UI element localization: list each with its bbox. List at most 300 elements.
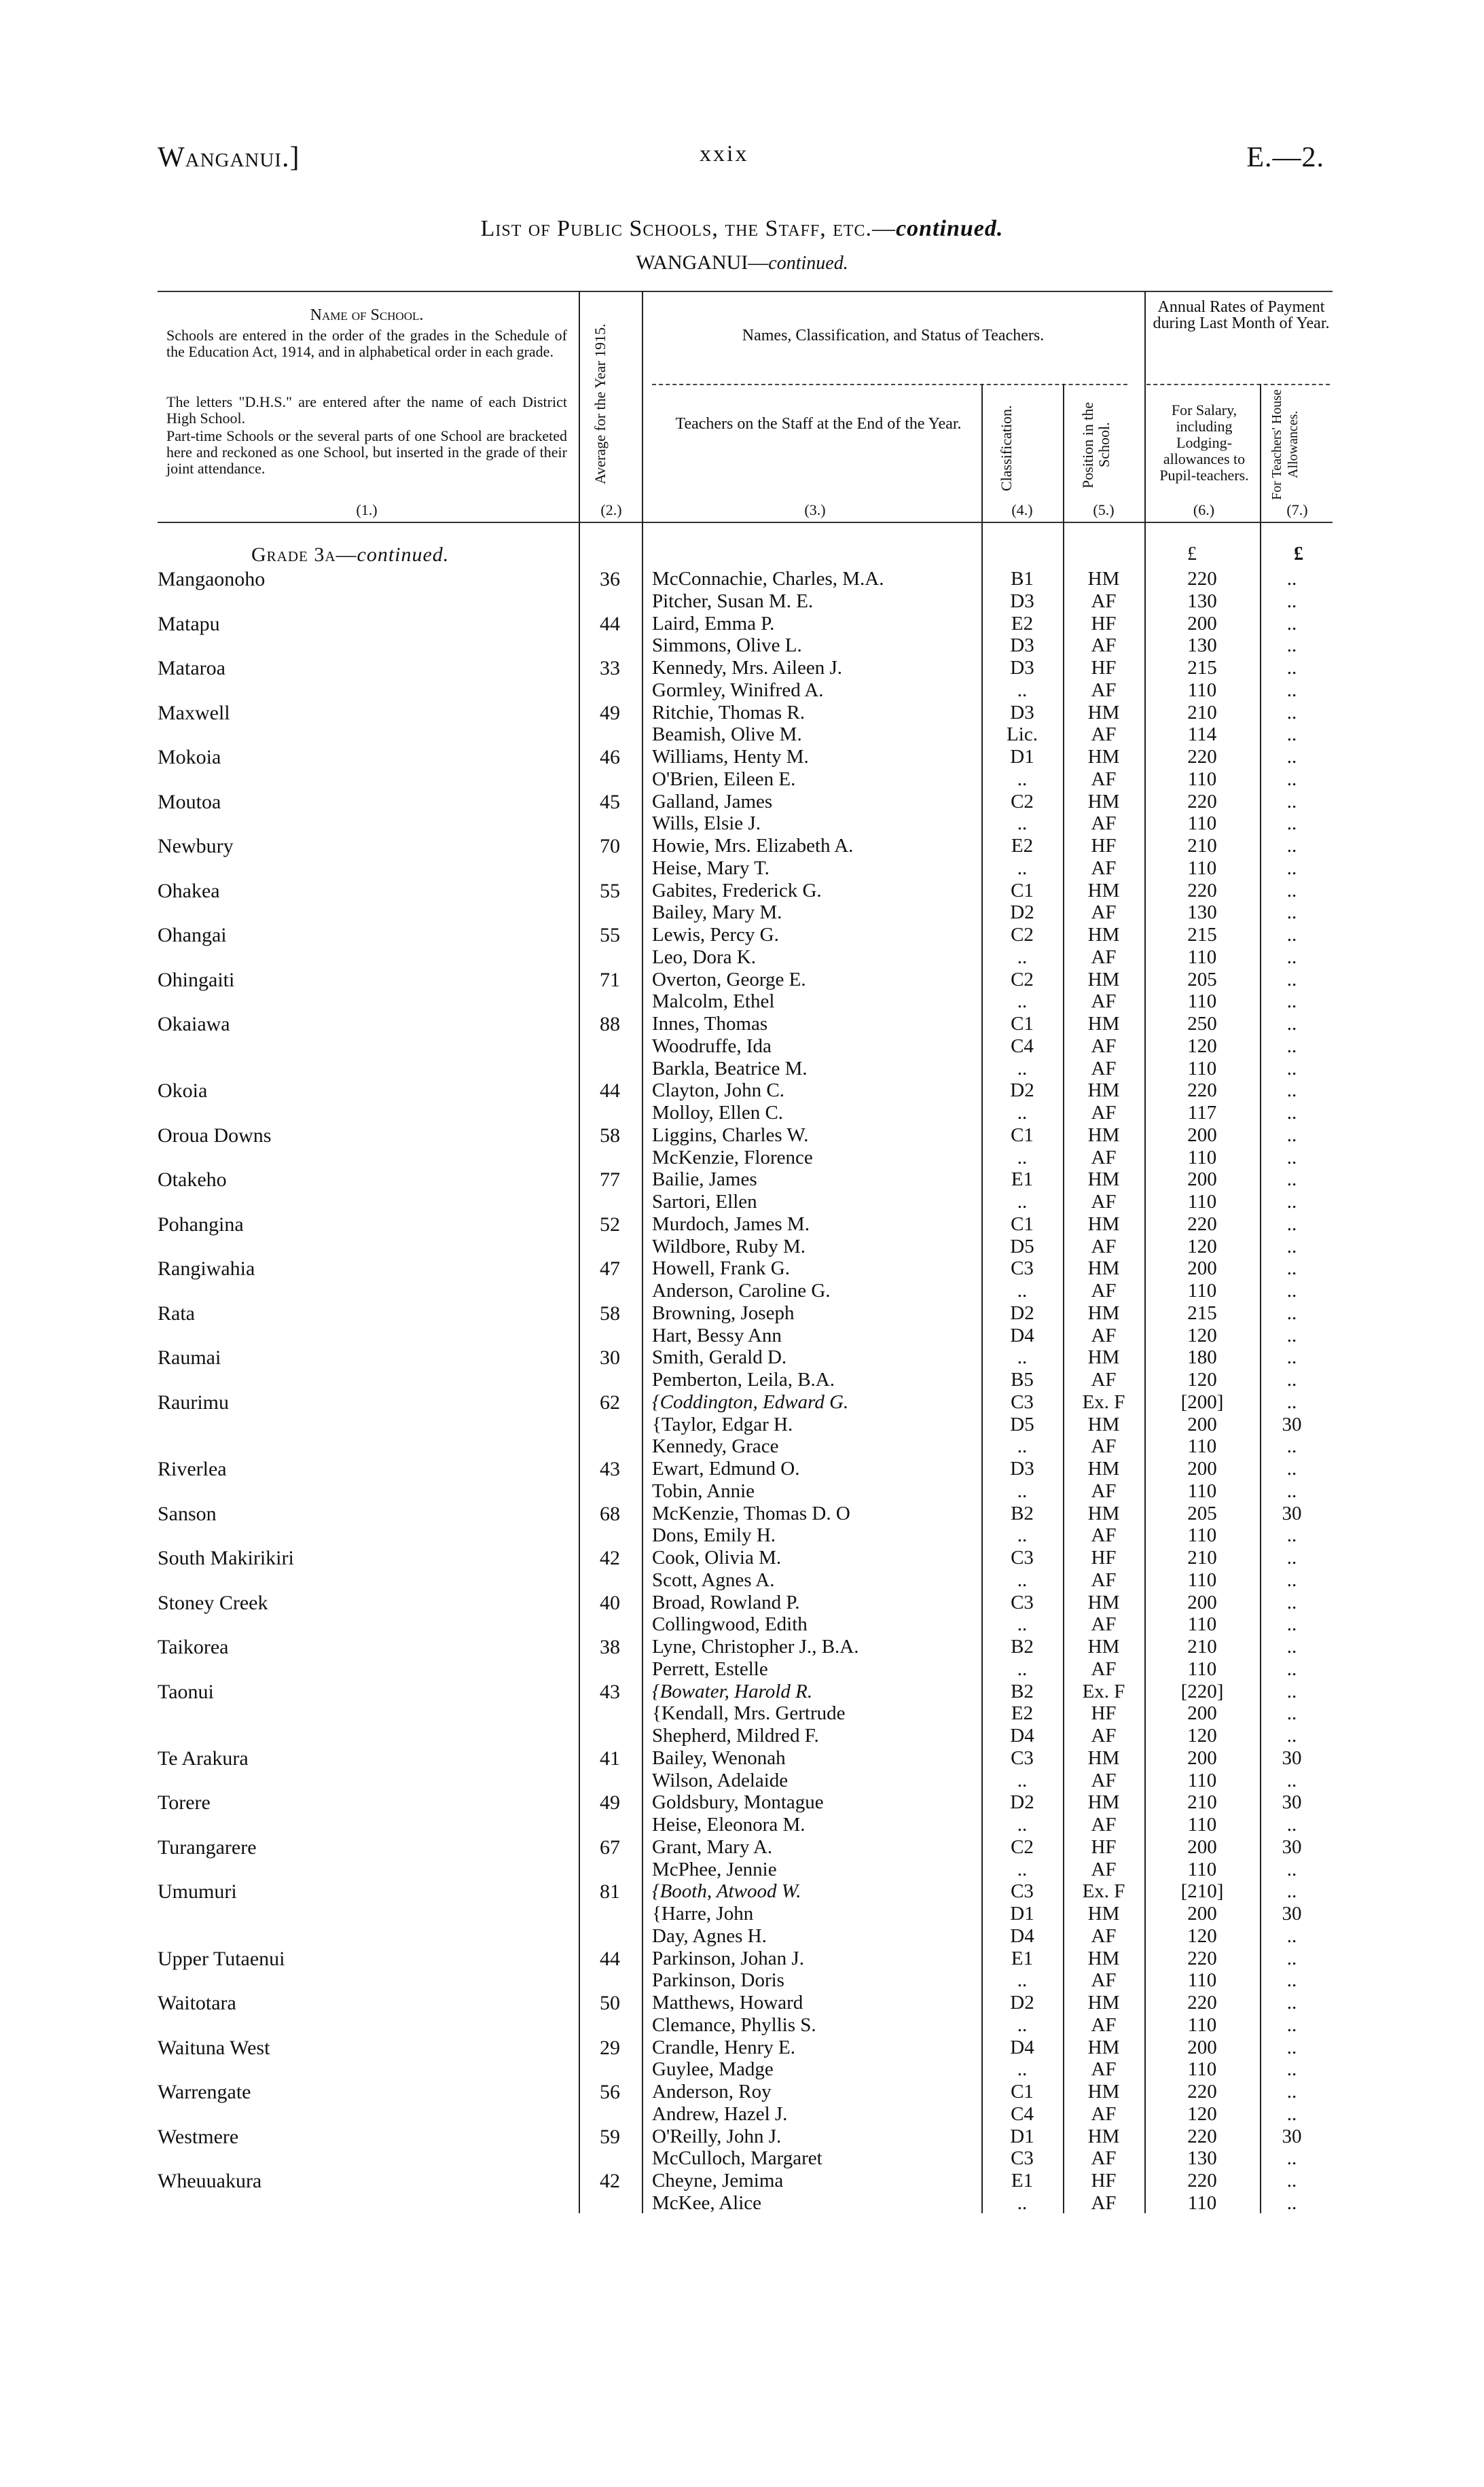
- teacher-row: [0, 1346, 1484, 1368]
- teacher-salary: 110: [1187, 1435, 1217, 1458]
- teacher-position: AF: [1091, 1569, 1117, 1591]
- teacher-classification: D5: [1010, 1235, 1034, 1257]
- teacher-row: [0, 1770, 1484, 1791]
- teacher-classification: ..: [1017, 768, 1028, 790]
- teacher-classification: C4: [1011, 2103, 1034, 2125]
- school-average: 43: [600, 1680, 620, 1703]
- teacher-position: AF: [1091, 1969, 1117, 1992]
- subtitle-main: WANGANUI—: [636, 251, 769, 274]
- teacher-salary: 180: [1187, 1346, 1217, 1369]
- school-name: Rangiwahia: [158, 1257, 255, 1281]
- teacher-name: Browning, Joseph: [652, 1302, 795, 1324]
- teacher-salary: 120: [1187, 1925, 1217, 1947]
- school-name: Pohangina: [158, 1213, 244, 1236]
- teacher-position: AF: [1091, 723, 1117, 746]
- teacher-position: HF: [1091, 1702, 1117, 1725]
- teacher-position: AF: [1091, 2147, 1117, 2170]
- title-cont: continued.: [896, 216, 1004, 241]
- school-average: 44: [600, 612, 620, 635]
- school-average: 42: [600, 2170, 620, 2192]
- teacher-salary: 210: [1187, 701, 1217, 723]
- teacher-position: HM: [1087, 2036, 1120, 2058]
- teacher-name: O'Brien, Eileen E.: [652, 768, 796, 790]
- teacher-name: Cheyne, Jemima: [652, 2170, 784, 2191]
- teacher-row: [0, 2081, 1484, 2103]
- teacher-name: Heise, Mary T.: [652, 857, 770, 879]
- teacher-name: Clemance, Phyllis S.: [652, 2014, 816, 2036]
- teacher-salary: 220: [1187, 879, 1217, 901]
- teacher-house-allowance: ..: [1286, 835, 1297, 857]
- teacher-salary: 220: [1187, 2081, 1217, 2103]
- teacher-classification: E1: [1011, 1168, 1034, 1191]
- teacher-position: HM: [1087, 879, 1120, 901]
- teacher-row: [0, 1236, 1484, 1257]
- teacher-row: [0, 1524, 1484, 1546]
- teacher-classification: D5: [1010, 1413, 1034, 1435]
- school-average: 30: [600, 1346, 620, 1370]
- teacher-classification: D1: [1010, 2125, 1034, 2147]
- teacher-classification: ..: [1017, 990, 1028, 1013]
- teacher-name: {Booth, Atwood W.: [652, 1880, 801, 1903]
- teacher-house-allowance: ..: [1286, 1458, 1297, 1480]
- teacher-classification: D2: [1010, 1302, 1034, 1324]
- teacher-classification: ..: [1017, 1814, 1028, 1836]
- teacher-classification: D4: [1010, 1324, 1034, 1346]
- teacher-classification: B2: [1011, 1502, 1034, 1524]
- teacher-classification: C3: [1011, 1391, 1034, 1413]
- teacher-position: AF: [1091, 1725, 1117, 1747]
- teacher-name: Galland, James: [652, 790, 773, 812]
- teacher-classification: ..: [1017, 1858, 1028, 1880]
- teacher-house-allowance: ..: [1286, 1280, 1297, 1302]
- school-name: Okaiawa: [158, 1013, 230, 1035]
- teacher-position: AF: [1091, 1814, 1117, 1836]
- school-name: Wheuuakura: [158, 2170, 262, 2192]
- teacher-row: [0, 1859, 1484, 1880]
- teacher-position: HM: [1087, 2081, 1120, 2103]
- teacher-name: Andrew, Hazel J.: [652, 2103, 788, 2125]
- teacher-classification: C1: [1011, 1013, 1034, 1035]
- teacher-row: [0, 1035, 1484, 1057]
- teacher-position: AF: [1091, 901, 1117, 924]
- teacher-row: [0, 791, 1484, 812]
- teacher-classification: C2: [1011, 1836, 1034, 1858]
- col2-title: Average for the Year 1915.: [592, 323, 609, 485]
- teacher-classification: ..: [1017, 1057, 1028, 1079]
- teacher-row: [0, 1102, 1484, 1124]
- teacher-salary: 110: [1187, 1480, 1217, 1502]
- col1-num: (1.): [356, 501, 378, 518]
- teacher-name: Shepherd, Mildred F.: [652, 1725, 819, 1747]
- teacher-salary: 110: [1187, 946, 1217, 968]
- teacher-position: HM: [1087, 1168, 1120, 1191]
- school-name: Rata: [158, 1302, 195, 1325]
- teacher-salary: 215: [1187, 1302, 1217, 1324]
- teacher-house-allowance: ..: [1286, 790, 1297, 812]
- teacher-row: [0, 1325, 1484, 1346]
- teacher-house-allowance: ..: [1286, 1680, 1297, 1702]
- teacher-position: HM: [1087, 1013, 1120, 1035]
- teacher-name: Wills, Elsie J.: [652, 812, 761, 835]
- school-average: 40: [600, 1591, 620, 1614]
- teacher-row: [0, 857, 1484, 879]
- teacher-row: [0, 702, 1484, 723]
- teacher-house-allowance: 30: [1282, 1836, 1302, 1858]
- teacher-position: AF: [1091, 990, 1117, 1013]
- teacher-salary: 110: [1187, 1769, 1217, 1791]
- school-average: 29: [600, 2036, 620, 2059]
- teacher-salary: 120: [1187, 1725, 1217, 1747]
- teacher-house-allowance: ..: [1286, 1969, 1297, 1992]
- teacher-classification: D1: [1010, 746, 1034, 768]
- teacher-house-allowance: ..: [1286, 1547, 1297, 1569]
- teacher-house-allowance: ..: [1286, 701, 1297, 723]
- school-name: Stoney Creek: [158, 1591, 268, 1614]
- school-name: Raurimu: [158, 1391, 229, 1414]
- teacher-row: [0, 2170, 1484, 2191]
- page-header-left: Wanganui.]: [158, 142, 300, 173]
- teacher-position: HM: [1087, 1302, 1120, 1324]
- teacher-row: [0, 946, 1484, 968]
- teacher-house-allowance: ..: [1286, 1814, 1297, 1836]
- teacher-position: HM: [1087, 2125, 1120, 2147]
- teacher-name: McKenzie, Florence: [652, 1146, 813, 1168]
- teacher-position: AF: [1091, 946, 1117, 968]
- col1-note: Schools are entered in the order of the grades in the Schedule of the Education Act, 1914, and in alphabetical order in each grade.: [166, 327, 567, 360]
- teacher-classification: ..: [1017, 1524, 1028, 1547]
- teacher-name: Kennedy, Mrs. Aileen J.: [652, 657, 843, 679]
- school-average: 56: [600, 2081, 620, 2103]
- teacher-salary: 220: [1187, 2125, 1217, 2147]
- teacher-house-allowance: ..: [1286, 590, 1297, 612]
- col6-num: (6.): [1193, 501, 1215, 518]
- teacher-row: [0, 1124, 1484, 1146]
- teacher-name: Tobin, Annie: [652, 1480, 755, 1502]
- school-average: 36: [600, 568, 620, 590]
- teacher-classification: ..: [1017, 2191, 1028, 2214]
- col3-num: (3.): [804, 501, 826, 518]
- teacher-house-allowance: ..: [1286, 1213, 1297, 1235]
- teacher-salary: [200]: [1180, 1391, 1224, 1413]
- teacher-house-allowance: ..: [1286, 679, 1297, 701]
- teacher-salary: 120: [1187, 1369, 1217, 1391]
- teacher-position: HF: [1091, 657, 1117, 679]
- teacher-house-allowance: ..: [1286, 857, 1297, 879]
- teacher-classification: C2: [1011, 790, 1034, 812]
- school-name: Raumai: [158, 1346, 221, 1370]
- teacher-classification: C3: [1011, 1591, 1034, 1613]
- teacher-classification: D3: [1010, 634, 1034, 657]
- col2-num: (2.): [600, 501, 622, 518]
- school-average: 55: [600, 924, 620, 946]
- teacher-row: [0, 1280, 1484, 1302]
- teacher-salary: 110: [1187, 768, 1217, 790]
- col1-title: Name of School.: [310, 306, 424, 324]
- teacher-salary: 200: [1187, 1903, 1217, 1925]
- school-average: 45: [600, 790, 620, 813]
- teacher-classification: C3: [1011, 1747, 1034, 1769]
- teacher-classification: D2: [1010, 1079, 1034, 1102]
- teacher-house-allowance: ..: [1286, 1346, 1297, 1369]
- teacher-name: {Harre, John: [652, 1903, 754, 1925]
- teacher-house-allowance: ..: [1286, 2081, 1297, 2103]
- teacher-house-allowance: ..: [1286, 1369, 1297, 1391]
- teacher-position: Ex. F: [1082, 1680, 1125, 1702]
- teacher-salary: 130: [1187, 590, 1217, 612]
- teacher-row: [0, 746, 1484, 768]
- teacher-salary: 200: [1187, 2036, 1217, 2058]
- currency-col6: £: [1187, 543, 1197, 565]
- teacher-row: [0, 1191, 1484, 1213]
- teacher-house-allowance: ..: [1286, 1102, 1297, 1124]
- school-name: Umumuri: [158, 1880, 237, 1903]
- school-average: 77: [600, 1168, 620, 1192]
- school-name: Warrengate: [158, 2081, 251, 2103]
- teacher-position: HM: [1087, 1747, 1120, 1769]
- teacher-row: [0, 613, 1484, 634]
- teacher-name: Simmons, Olive L.: [652, 634, 802, 657]
- teacher-name: Murdoch, James M.: [652, 1213, 810, 1235]
- teacher-classification: D3: [1010, 657, 1034, 679]
- teacher-row: [0, 2058, 1484, 2080]
- school-average: 44: [600, 1947, 620, 1970]
- teacher-salary: 117: [1187, 1102, 1217, 1124]
- teacher-name: Guylee, Madge: [652, 2058, 774, 2081]
- teacher-house-allowance: ..: [1286, 1769, 1297, 1791]
- teacher-row: [0, 1569, 1484, 1591]
- school-name: Matapu: [158, 612, 220, 635]
- teacher-row: [0, 1725, 1484, 1747]
- teacher-position: AF: [1091, 1658, 1117, 1680]
- teacher-salary: 110: [1187, 679, 1217, 701]
- teacher-row: [0, 768, 1484, 790]
- teacher-classification: D3: [1010, 590, 1034, 612]
- teacher-house-allowance: ..: [1286, 2191, 1297, 2214]
- teacher-salary: 220: [1187, 568, 1217, 590]
- school-average: 59: [600, 2125, 620, 2148]
- teacher-row: [0, 901, 1484, 923]
- teacher-name: Gabites, Frederick G.: [652, 879, 822, 901]
- teacher-position: AF: [1091, 2014, 1117, 2036]
- teacher-house-allowance: ..: [1286, 1302, 1297, 1324]
- teacher-salary: 110: [1187, 812, 1217, 835]
- teacher-position: HM: [1087, 1791, 1120, 1814]
- teacher-salary: [220]: [1180, 1680, 1224, 1702]
- teacher-salary: 220: [1187, 746, 1217, 768]
- teacher-house-allowance: ..: [1286, 946, 1297, 968]
- teacher-name: Leo, Dora K.: [652, 946, 757, 968]
- teacher-row: [0, 657, 1484, 679]
- teacher-position: HM: [1087, 1413, 1120, 1435]
- teacher-row: [0, 1948, 1484, 1969]
- teacher-row: [0, 1414, 1484, 1435]
- teacher-name: Clayton, John C.: [652, 1079, 784, 1102]
- teacher-row: [0, 1547, 1484, 1569]
- teacher-classification: ..: [1017, 1435, 1028, 1458]
- teacher-row: [0, 590, 1484, 612]
- teacher-classification: ..: [1017, 946, 1028, 968]
- teacher-salary: 110: [1187, 2058, 1217, 2081]
- teacher-row: [0, 1925, 1484, 1947]
- teacher-classification: C3: [1011, 1880, 1034, 1903]
- school-name: Turangarere: [158, 1836, 257, 1859]
- subtitle-cont: continued.: [768, 253, 848, 274]
- teacher-classification: Lic.: [1007, 723, 1038, 746]
- teacher-name: Kennedy, Grace: [652, 1435, 779, 1458]
- teacher-row: [0, 1636, 1484, 1658]
- school-name: Torere: [158, 1791, 211, 1814]
- school-name: Upper Tutaenui: [158, 1947, 285, 1970]
- school-average: 46: [600, 746, 620, 768]
- teacher-house-allowance: ..: [1286, 1324, 1297, 1346]
- teacher-house-allowance: ..: [1286, 746, 1297, 768]
- teacher-classification: E1: [1011, 2170, 1034, 2191]
- teacher-salary: 220: [1187, 1992, 1217, 2014]
- school-average: 44: [600, 1079, 620, 1103]
- teacher-name: Howie, Mrs. Elizabeth A.: [652, 835, 854, 857]
- teacher-classification: D2: [1010, 1791, 1034, 1814]
- school-average: 38: [600, 1636, 620, 1658]
- teacher-name: McKenzie, Thomas D. O: [652, 1502, 850, 1524]
- teacher-position: AF: [1091, 1324, 1117, 1346]
- teacher-salary: 130: [1187, 2147, 1217, 2170]
- teacher-row: [0, 2147, 1484, 2169]
- teacher-classification: ..: [1017, 857, 1028, 879]
- teacher-name: Barkla, Beatrice M.: [652, 1057, 808, 1079]
- teacher-classification: ..: [1017, 1480, 1028, 1502]
- teacher-row: [0, 990, 1484, 1012]
- teacher-house-allowance: ..: [1286, 1636, 1297, 1658]
- school-average: 41: [600, 1747, 620, 1770]
- teacher-row: [0, 1503, 1484, 1524]
- grade-main: Grade 3a—: [251, 543, 357, 566]
- teacher-salary: 110: [1187, 1191, 1217, 1213]
- col7-num: (7.): [1286, 501, 1308, 518]
- teacher-classification: E2: [1011, 835, 1034, 857]
- teacher-name: Parkinson, Johan J.: [652, 1947, 804, 1969]
- teacher-name: Innes, Thomas: [652, 1013, 768, 1035]
- teacher-position: HM: [1087, 1257, 1120, 1280]
- teacher-name: Laird, Emma P.: [652, 612, 775, 634]
- teacher-house-allowance: 30: [1282, 1791, 1302, 1814]
- teacher-classification: ..: [1017, 1569, 1028, 1591]
- teacher-row: [0, 2103, 1484, 2125]
- teacher-house-allowance: ..: [1286, 1613, 1297, 1636]
- teacher-classification: ..: [1017, 812, 1028, 835]
- teacher-position: AF: [1091, 590, 1117, 612]
- teacher-name: Liggins, Charles W.: [652, 1124, 809, 1146]
- teacher-classification: C4: [1011, 1035, 1034, 1057]
- school-average: 68: [600, 1502, 620, 1525]
- teacher-name: McKee, Alice: [652, 2191, 762, 2214]
- teacher-salary: 110: [1187, 1280, 1217, 1302]
- teacher-house-allowance: ..: [1286, 1035, 1297, 1057]
- teacher-row: [0, 1836, 1484, 1858]
- teacher-position: AF: [1091, 1146, 1117, 1168]
- teacher-classification: C2: [1011, 968, 1034, 990]
- teacher-row: [0, 1480, 1484, 1502]
- col3-group: Names, Classification, and Status of Teachers.: [742, 327, 1045, 344]
- teacher-position: AF: [1091, 1769, 1117, 1791]
- teacher-classification: C1: [1011, 879, 1034, 901]
- teacher-name: Beamish, Olive M.: [652, 723, 802, 746]
- school-average: 49: [600, 1791, 620, 1814]
- teacher-name: Cook, Olivia M.: [652, 1547, 782, 1569]
- school-average: 33: [600, 657, 620, 679]
- teacher-name: Heise, Eleonora M.: [652, 1814, 806, 1836]
- teacher-name: {Taylor, Edgar H.: [652, 1413, 793, 1435]
- teacher-row: [0, 1458, 1484, 1480]
- teacher-house-allowance: ..: [1286, 1858, 1297, 1880]
- school-average: 70: [600, 835, 620, 857]
- teacher-house-allowance: ..: [1286, 968, 1297, 990]
- teacher-name: Smith, Gerald D.: [652, 1346, 787, 1369]
- teacher-position: HM: [1087, 1947, 1120, 1969]
- school-name: Riverlea: [158, 1458, 227, 1480]
- school-name: South Makirikiri: [158, 1547, 294, 1569]
- teacher-position: HM: [1087, 1903, 1120, 1925]
- teacher-row: [0, 812, 1484, 834]
- school-name: Okoia: [158, 1079, 208, 1103]
- teacher-position: Ex. F: [1082, 1391, 1125, 1413]
- teacher-row: [0, 2192, 1484, 2214]
- teacher-salary: 110: [1187, 1613, 1217, 1636]
- teacher-classification: C2: [1011, 924, 1034, 946]
- teacher-classification: ..: [1017, 679, 1028, 701]
- teacher-position: HM: [1087, 1079, 1120, 1102]
- teacher-classification: D2: [1010, 901, 1034, 924]
- teacher-salary: 220: [1187, 1213, 1217, 1235]
- teacher-position: AF: [1091, 679, 1117, 701]
- teacher-row: [0, 1168, 1484, 1190]
- teacher-position: HM: [1087, 1124, 1120, 1146]
- school-name: Te Arakura: [158, 1747, 249, 1770]
- teacher-salary: 110: [1187, 1524, 1217, 1547]
- teacher-row: [0, 1058, 1484, 1079]
- teacher-name: Malcolm, Ethel: [652, 990, 775, 1013]
- teacher-position: HM: [1087, 746, 1120, 768]
- teacher-house-allowance: ..: [1286, 2103, 1297, 2125]
- teacher-name: Woodruffe, Ida: [652, 1035, 772, 1057]
- teacher-classification: ..: [1017, 1102, 1028, 1124]
- teacher-house-allowance: ..: [1286, 768, 1297, 790]
- teacher-house-allowance: ..: [1286, 634, 1297, 657]
- teacher-salary: 120: [1187, 2103, 1217, 2125]
- teacher-house-allowance: ..: [1286, 1992, 1297, 2014]
- teacher-salary: 110: [1187, 990, 1217, 1013]
- teacher-salary: 215: [1187, 924, 1217, 946]
- teacher-row: [0, 1791, 1484, 1813]
- teacher-house-allowance: ..: [1286, 1480, 1297, 1502]
- school-name: Mokoia: [158, 746, 221, 768]
- teacher-position: AF: [1091, 1235, 1117, 1257]
- teacher-salary: 120: [1187, 1324, 1217, 1346]
- teacher-salary: 110: [1187, 1814, 1217, 1836]
- teacher-name: McCulloch, Margaret: [652, 2147, 822, 2170]
- teacher-classification: D3: [1010, 701, 1034, 723]
- teacher-position: HM: [1087, 1591, 1120, 1613]
- teacher-house-allowance: 30: [1282, 1413, 1302, 1435]
- teacher-salary: 110: [1187, 2014, 1217, 2036]
- school-average: 43: [600, 1458, 620, 1480]
- teacher-row: [0, 568, 1484, 590]
- teacher-classification: B2: [1011, 1680, 1034, 1702]
- teacher-classification: D3: [1010, 1458, 1034, 1480]
- school-average: 88: [600, 1013, 620, 1035]
- teacher-row: [0, 1435, 1484, 1457]
- teacher-classification: C3: [1011, 1257, 1034, 1280]
- teacher-position: AF: [1091, 768, 1117, 790]
